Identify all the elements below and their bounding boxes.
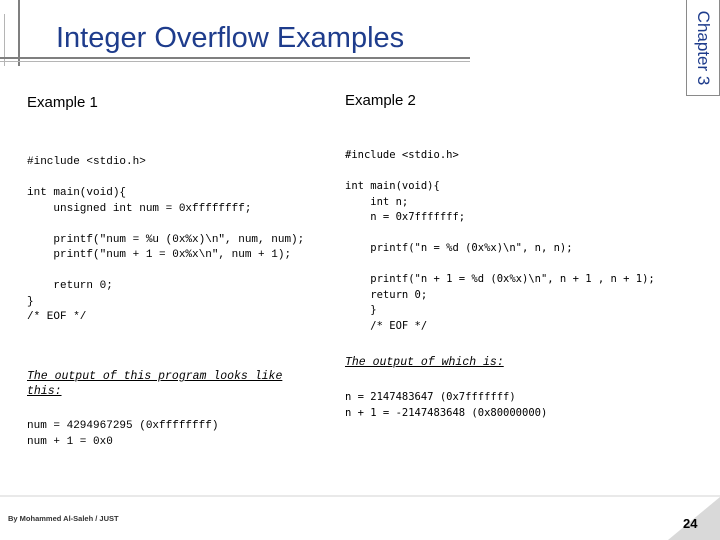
example2-output-title: The output of which is: [345, 356, 504, 369]
footer-author: By Mohammed Al-Saleh / JUST [8, 514, 119, 523]
decoration-horizontal-line [0, 57, 470, 59]
chapter-tab [686, 0, 720, 96]
example2-code-line: return 0; [345, 288, 428, 301]
example1-code-line: unsigned int num = 0xffffffff; [27, 202, 252, 215]
example2-code-line: printf("n = %d (0x%x)\n", n, n); [345, 242, 573, 254]
decoration-horizontal-line-2 [0, 61, 470, 62]
chapter-label: Chapter 3 [694, 10, 713, 85]
example1-code-line: /* EOF */ [27, 311, 87, 323]
example1-code-line [27, 217, 304, 233]
example1-output-line: num = 4294967295 (0xffffffff) [27, 420, 219, 432]
example1-heading: Example 1 [27, 94, 98, 111]
example2-code-line: n = 0x7fffffff; [345, 211, 466, 223]
example2-code-line: int n; [345, 195, 409, 208]
example1-output-title: The output of this program looks like this: [27, 370, 283, 398]
example2-output [345, 389, 547, 421]
example2-output-line: n + 1 = -2147483648 (0x80000000) [345, 407, 548, 419]
example2-code-line: int main(void){ [345, 180, 440, 192]
example1-code [27, 155, 304, 326]
footer-divider [0, 495, 720, 497]
slide-title: Integer Overflow Examples [56, 22, 405, 54]
example2-code-line: printf("n + 1 = %d (0x%x)\n", n + 1 , n + 1); [345, 273, 655, 285]
example2-heading: Example 2 [345, 92, 416, 109]
example1-code-line: printf("num = %u (0x%x)\n", num, num); [27, 233, 305, 246]
example2-code-line: } [345, 304, 377, 316]
example1-code-line: } [27, 295, 34, 308]
example2-code [345, 148, 655, 334]
example1-output-line: num + 1 = 0x0 [27, 436, 113, 448]
example2-code-line [345, 226, 655, 242]
example2-output-line: n = 2147483647 (0x7fffffff) [345, 391, 516, 403]
example1-code-line [27, 171, 304, 187]
example2-code-line [345, 257, 655, 273]
example1-output [27, 418, 218, 450]
example1-code-line: int main(void){ [27, 187, 127, 199]
example2-code-line: /* EOF */ [345, 319, 428, 332]
example1-code-line: return 0; [27, 280, 113, 292]
example2-code-line [345, 164, 655, 180]
page-number: 24 [683, 516, 698, 531]
example1-code-line: #include <stdio.h> [27, 156, 146, 168]
example1-code-line: printf("num + 1 = 0x%x\n", num + 1); [27, 249, 292, 261]
example2-code-line: #include <stdio.h> [345, 149, 459, 161]
example1-code-line [27, 264, 304, 280]
